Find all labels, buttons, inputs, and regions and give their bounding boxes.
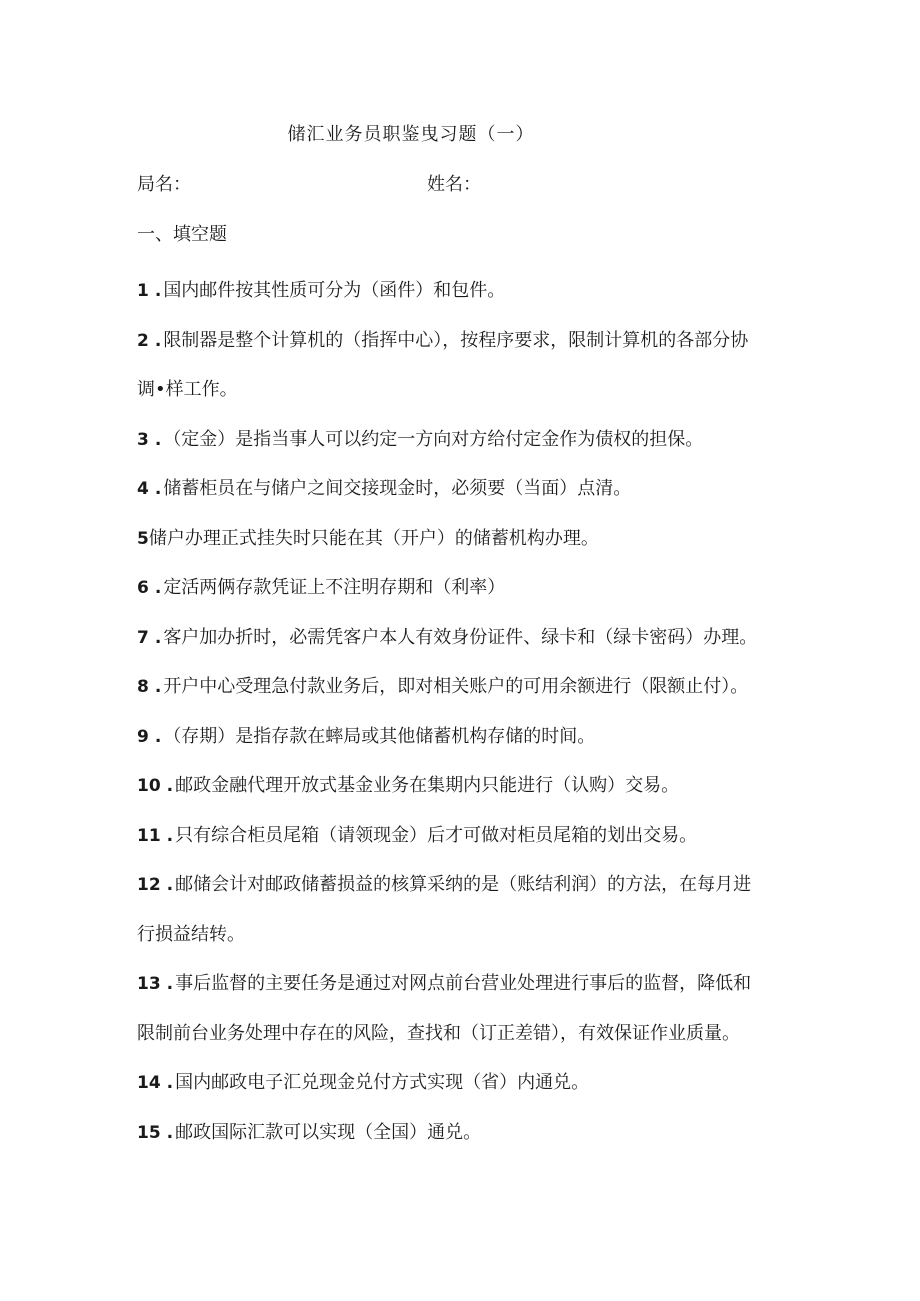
question-continuation [137, 910, 787, 959]
question-continuation [137, 1009, 787, 1058]
question-text: 定活两俩存款凭证上不注明存期和（利率） [163, 577, 506, 598]
question-text: 只有综合柜员尾箱（请领现金）后才可做对柜员尾箱的划出交易。 [175, 824, 698, 846]
question-item [137, 860, 787, 910]
question-text: 客户加办折时，必需凭客户本人有效身份证件、绿卡和（绿卡密码）办理。 [163, 626, 758, 648]
question-item [137, 514, 787, 564]
question-number-separator: . [154, 578, 162, 598]
question-number-separator: . [166, 825, 174, 846]
question-number-separator: . [154, 281, 162, 301]
question-number-separator: . [154, 429, 162, 450]
question-number-separator: . [166, 1122, 174, 1143]
question-item [137, 1108, 787, 1158]
question-text: 行损益结转。 [137, 923, 245, 945]
question-text: 限制器是整个计算机的（指挥中心），按程序要求，限制计算机的各部分协 [163, 329, 749, 351]
question-text: 开户中心受理急付款业务后，即对相关账户的可用余额进行（限额止付）。 [163, 676, 749, 697]
question-text: （存期）是指存款在蟀局或其他储蓄机构存储的时间。 [163, 725, 596, 747]
question-text: 邮政金融代理开放式基金业务在集期内只能进行（认购）交易。 [175, 775, 680, 796]
question-number: 6 [137, 578, 149, 598]
bureau-label: 局名： [137, 174, 191, 195]
question-text: （定金）是指当事人可以约定一方向对方给付定金作为债权的担保。 [163, 428, 704, 450]
question-item [137, 563, 787, 613]
question-number: 8 [137, 677, 149, 697]
question-item [137, 464, 787, 514]
question-number: 5 [137, 528, 149, 549]
question-item [137, 613, 787, 663]
question-item [137, 266, 787, 316]
question-number: 10 [137, 776, 161, 796]
question-text: 邮储会计对邮政储蓄损益的核算采纳的是（账结利润）的方法，在每月进 [175, 874, 752, 895]
question-item [137, 811, 787, 861]
question-number: 9 [137, 726, 149, 747]
section-heading: 一、填空题 [137, 224, 227, 245]
question-text: 国内邮政电子汇兑现金兑付方式实现（省）内通兑。 [175, 1072, 590, 1093]
question-item [137, 712, 787, 762]
question-number-separator: . [166, 776, 174, 796]
question-text: 限制前台业务处理中存在的风险，查找和（订正差错），有效保证作业质量。 [137, 1022, 740, 1044]
question-number: 3 [137, 429, 149, 450]
question-number: 7 [137, 627, 149, 648]
question-continuation [137, 365, 787, 414]
question-item [137, 316, 787, 366]
document-title [0, 120, 920, 146]
question-number: 1 [137, 281, 149, 301]
title-text: 储汇业务员职鉴曳习题（一） [287, 124, 535, 145]
name-label: 姓名： [427, 174, 481, 195]
question-number: 11 [137, 825, 161, 846]
question-text: 储户办理正式挂失时只能在其（开户）的储蓄机构办理。 [148, 527, 599, 549]
question-number: 4 [137, 479, 149, 499]
question-number: 12 [137, 875, 161, 895]
question-number-separator: . [154, 479, 162, 499]
question-number-separator: . [166, 875, 174, 895]
question-text: 调•样工作。 [137, 379, 238, 400]
question-number: 2 [137, 330, 149, 351]
question-number: 14 [137, 1073, 161, 1093]
question-number-separator: . [154, 330, 162, 351]
question-number-separator: . [154, 677, 162, 697]
question-text: 国内邮件按其性质可分为（函件）和包件。 [163, 280, 506, 301]
question-text: 邮政国际汇款可以实现（全国）通兑。 [175, 1121, 482, 1143]
question-item [137, 662, 787, 712]
question-number-separator: . [166, 974, 174, 994]
question-text: 事后监督的主要任务是通过对网点前台营业处理进行事后的监督，降低和 [175, 973, 752, 994]
question-number-separator: . [154, 726, 162, 747]
question-item [137, 761, 787, 811]
question-item [137, 959, 787, 1009]
question-text: 储蓄柜员在与储户之间交接现金时，必须要（当面）点清。 [163, 478, 632, 499]
question-item [137, 415, 787, 465]
question-number: 13 [137, 974, 161, 994]
question-number-separator: . [154, 627, 162, 648]
question-number-separator: . [166, 1073, 174, 1093]
question-number: 15 [137, 1122, 161, 1143]
question-item [137, 1058, 787, 1108]
